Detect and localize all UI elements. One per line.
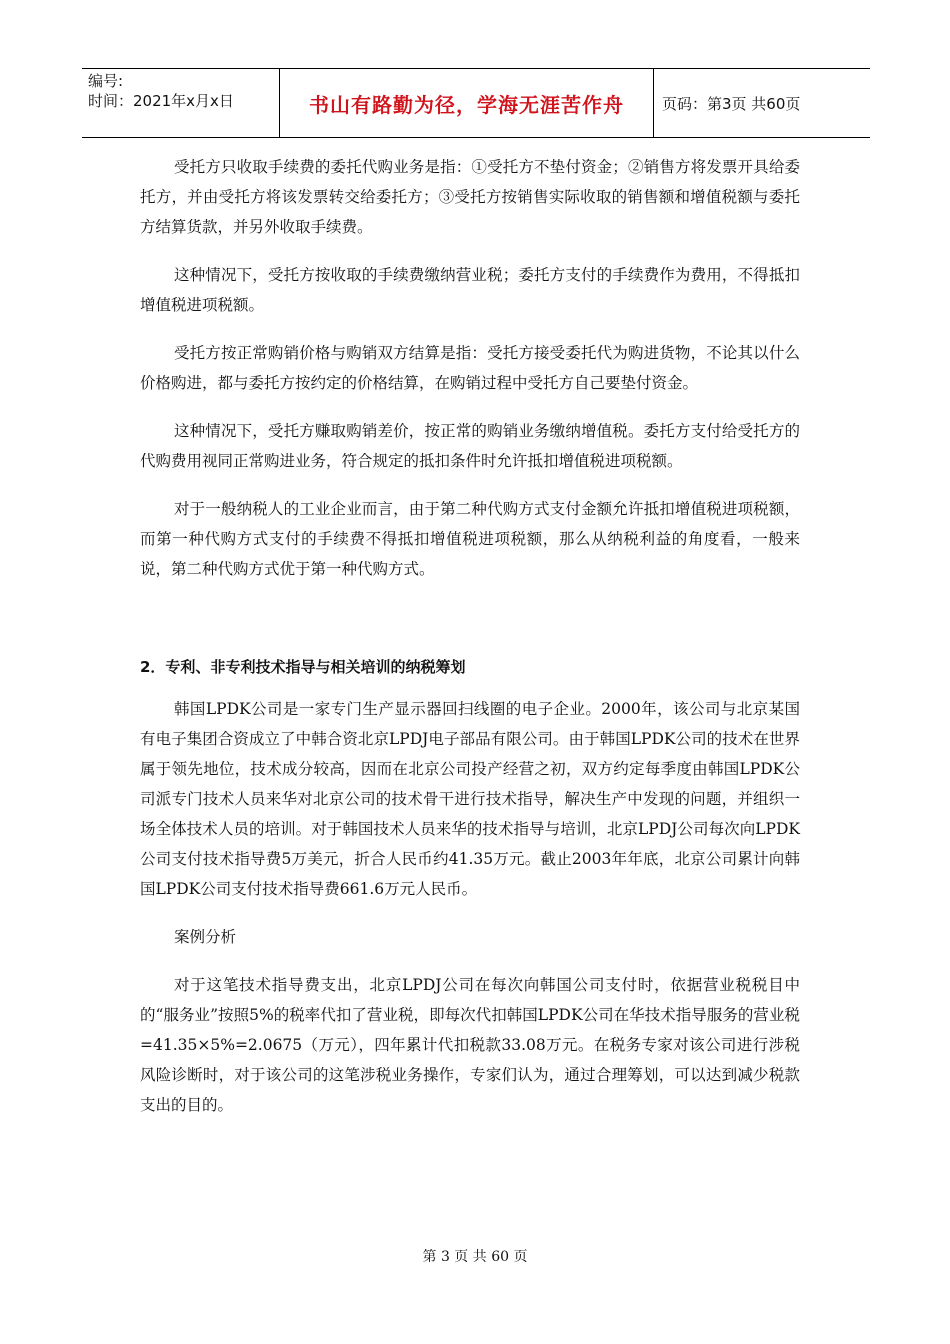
case-analysis-label: 案例分析 <box>174 928 237 946</box>
page-header <box>82 68 870 138</box>
paragraph-4: 这种情况下，受托方赚取购销差价，按正常的购销业务缴纳增值税。委托方支付给受托方的代购费用视同正常购进业务，符合规定的抵扣条件时允许抵扣增值税进项税额。 <box>140 422 800 470</box>
header-motto: 书山有路勤为径，学海无涯苦作舟 <box>280 69 654 137</box>
page-footer: 第 3 页 共 60 页 <box>422 1249 528 1265</box>
section-heading: 2．专利、非专利技术指导与相关培训的纳税筹划 <box>140 658 466 676</box>
paragraph-2: 这种情况下，受托方按收取的手续费缴纳营业税；委托方支付的手续费作为费用，不得抵扣增值税进项税额。 <box>140 266 800 314</box>
paragraph-7: 对于这笔技术指导费支出，北京LPDJ公司在每次向韩国公司支付时，依据营业税税目中的“服务业”按照5%的税率代扣了营业税，即每次代扣韩国LPDK公司在华技术指导服务的营业税=41.35×5%=2.0675（万元），四年累计代扣税款33.08万元。在税务专家对该公司进行涉税风险诊断时，对于该公司的这笔涉税业务操作，专家们认为，通过合理筹划，可以达到减少税款支出的目的。 <box>140 976 800 1114</box>
header-page-info: 页码：第3页 共60页 <box>662 94 801 113</box>
doc-number-label: 编号: <box>88 72 124 90</box>
time-label: 时间：2021年x月x日 <box>88 92 234 110</box>
paragraph-3: 受托方按正常购销价格与购销双方结算是指：受托方接受委托代为购进货物，不论其以什么价格购进，都与委托方按约定的价格结算，在购销过程中受托方自己要垫付资金。 <box>140 344 800 392</box>
paragraph-1: 受托方只收取手续费的委托代购业务是指：①受托方不垫付资金；②销售方将发票开具给委托方，并由受托方将该发票转交给委托方；③受托方按销售实际收取的销售额和增值税额与委托方结算货款，并另外收取手续费。 <box>140 158 800 236</box>
paragraph-6: 韩国LPDK公司是一家专门生产显示器回扫线圈的电子企业。2000年，该公司与北京某国有电子集团合资成立了中韩合资北京LPDJ电子部品有限公司。由于韩国LPDK公司的技术在世界属于领先地位，技术成分较高，因而在北京公司投产经营之初，双方约定每季度由韩国LPDK公司派专门技术人员来华对北京公司的技术骨干进行技术指导，解决生产中发现的问题，并组织一场全体技术人员的培训。对于韩国技术人员来华的技术指导与培训，北京LPDJ公司每次向LPDK公司支付技术指导费5万美元，折合人民币约41.35万元。截止2003年年底，北京公司累计向韩国LPDK公司支付技术指导费661.6万元人民币。 <box>140 700 800 898</box>
paragraph-5: 对于一般纳税人的工业企业而言，由于第二种代购方式支付金额允许抵扣增值税进项税额，而第一种代购方式支付的手续费不得抵扣增值税进项税额，那么从纳税利益的角度看，一般来说，第二种代购方式优于第一种代购方式。 <box>140 500 800 578</box>
document-body <box>140 152 800 1138</box>
header-meta <box>82 69 280 137</box>
